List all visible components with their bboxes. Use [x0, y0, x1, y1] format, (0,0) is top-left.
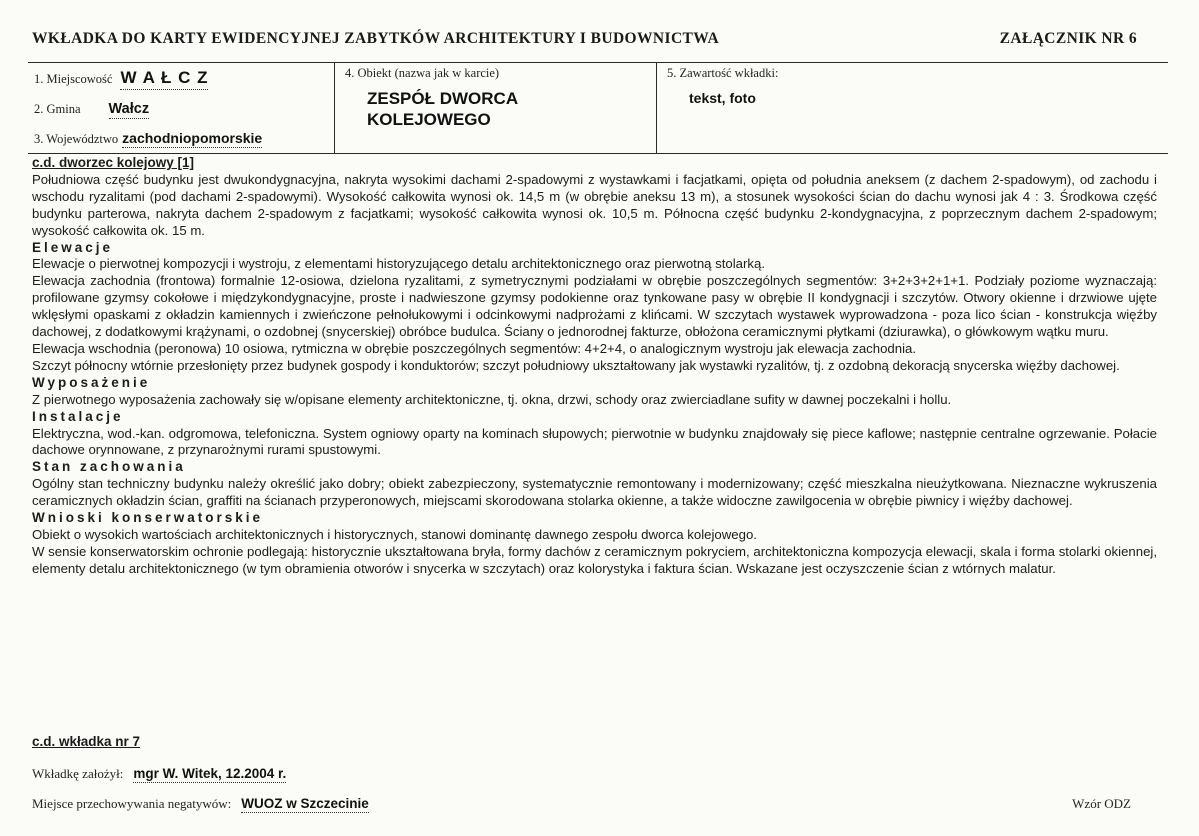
elevations-paragraph-3: Elewacja wschodnia (peronowa) 10 osiowa, rytmiczna w obrębie poszczególnych segmentów: 4+2+4, o analogicznym wystroju jak elewacja zachodnia.: [32, 340, 917, 356]
section-heading-conclusions: Wnioski konserwatorskie: [32, 510, 264, 526]
voivodeship-label: 3. Województwo: [34, 132, 119, 146]
prepared-by-row: [32, 766, 286, 783]
description-body: [32, 155, 1157, 578]
object-name-line-1: ZESPÓŁ DWORCA: [367, 89, 519, 108]
locality-field: [34, 68, 208, 90]
content-cell: [657, 63, 1168, 153]
locality-value: W A Ł C Z: [120, 68, 208, 90]
commune-field: [34, 101, 149, 119]
content-value: tekst, foto: [689, 90, 756, 106]
elevations-paragraph-2: Elewacja zachodnia (frontowa) formalnie 12-osiowa, dzielona ryzalitami, z symetrycznymi podziałami w obrębie poszczególnych segmentów: 3+2+3+2+1+1. Podziały poziome wyznaczają: profilowane gzymsy cokołowe i międzykondygnacyjne, proste i nadwieszone gzymsy podokienne oraz tynkowane pasy w obrębie II kondygnacji i szczytów. Otwory okienne i drzwiowe ujęte wklęsłymi opaskami z okładzin kamiennych i zwieńczone pełnołukowymi i odcinkowymi nadprożami z klińcami. W szczytach wystawek wyprowadzona - poza lico ścian - konstrukcja więźby dachowej, z dodatkowymi krążynami, o ozdobnej (snycerskiej) obróbce budulca. Ściany o jednorodnej fakturze, obłożona ceramicznymi płytkami (dziurawka), o główkowym wątku muru.: [32, 273, 1157, 340]
section-heading-condition: Stan zachowania: [32, 459, 186, 475]
commune-label: 2. Gmina: [34, 102, 81, 116]
location-cell: [28, 63, 335, 153]
annex-number: ZAŁĄCZNIK NR 6: [999, 30, 1137, 47]
identification-table: [28, 62, 1168, 154]
voivodeship-field: [34, 130, 262, 148]
equipment-paragraph: Z pierwotnego wyposażenia zachowały się w/opisane elementy architektoniczne, tj. okna, drzwi, schody oraz zwierciadlane sufity w dawnej poczekalni i hollu.: [32, 391, 952, 407]
section-heading-installations: Instalacje: [32, 408, 124, 424]
voivodeship-value: zachodniopomorskie: [122, 130, 263, 146]
prepared-by-label: Wkładkę założył:: [32, 766, 124, 781]
object-cell: [335, 63, 657, 153]
form-code: Wzór ODZ: [1072, 796, 1131, 811]
condition-paragraph: Ogólny stan techniczny budynku należy określić jako dobry; obiekt zabezpieczony, systematycznie remontowany i modernizowany; część mieszkalna nieużytkowana. Nieznaczne wykruszenia ceramicznych okładzin ścian, graffiti na ścianach przyperonowych, miejscami skorodowana stolarka okienne, a także widoczne zawilgocenia w obrębie piwnicy i więźby dachowej.: [32, 476, 1157, 509]
negatives-label: Miejsce przechowywania negatywów:: [32, 796, 232, 811]
negatives-row: [32, 796, 369, 813]
continued-from-heading: c.d. dworzec kolejowy [1]: [32, 155, 195, 170]
section-heading-equipment: Wyposażenie: [32, 374, 151, 390]
commune-value: Wałcz: [108, 101, 150, 117]
continued-next-note: c.d. wkładka nr 7: [32, 734, 141, 749]
prepared-by-value: mgr W. Witek, 12.2004 r.: [133, 766, 287, 781]
installations-paragraph: Elektryczna, wod.-kan. odgromowa, telefoniczna. System ogniowy oparty na kominach słupowych; pierwotnie w budynku znajdowały się piece kaflowe; następnie centralne ogrzewanie. Połacie dachowe orynnowane, z przynarożnymi rurami spustowymi.: [32, 425, 1157, 458]
conclusions-paragraph-1: Obiekt o wysokich wartościach architektonicznych i historycznych, stanowi dominantę dawnego zespołu dworca kolejowego.: [32, 526, 757, 542]
intro-paragraph: Południowa część budynku jest dwukondygnacyjna, nakryta wysokimi dachami 2-spadowymi z wystawkami i facjatkami, opięta od południa aneksem (z dachem 2-spadowym), od zachodu i wschodu ryzalitami (pod dachami 2-spadowymi). Wysokość całkowita wynosi ok. 14,5 m (w obrębie aneksu 13 m), a stosunek wysokości ścian do dachu wynosi jak 4 : 3. Środkowa część budynku parterowa, nakryta dachem 2-spadowym z facjatkami; wysokość całkowita wynosi ok. 10,5 m. Północna część budynku 2-kondygnacyjna, z poprzecznym dachem 2-spadowym; wysokość całkowita ok. 15 m.: [32, 171, 1157, 238]
object-name-line-2: KOLEJOWEGO: [367, 110, 491, 129]
content-label: 5. Zawartość wkładki:: [667, 66, 779, 80]
object-name: [367, 88, 627, 130]
negatives-value: WUOZ w Szczecinie: [241, 796, 369, 811]
section-heading-elevations: Elewacje: [32, 239, 114, 255]
locality-label: 1. Miejscowość: [34, 72, 113, 86]
document-title: WKŁADKA DO KARTY EWIDENCYJNEJ ZABYTKÓW ARCHITEKTURY I BUDOWNICTWA: [32, 30, 720, 47]
elevations-paragraph-4: Szczyt północny wtórnie przesłonięty przez budynek gospody i konduktorów; szczyt południowy ukształtowany jak wystawki ryzalitów, tj. z ozdobną dekoracją snycerska więźby dachowej.: [32, 357, 1120, 373]
conclusions-paragraph-2: W sensie konserwatorskim ochronie podlegają: historycznie ukształtowana bryła, formy dachów z ceramicznym pokryciem, architektoniczna kompozycja elewacji, skala i forma stolarki okiennej, elementy detalu architektonicznego (w tym obramienia otworów i snycerka w szczytach) oraz kolorystyka i faktura ścian. Wskazane jest oczyszczenie ścian z wtórnych malatur.: [32, 543, 1157, 576]
elevations-paragraph-1: Elewacje o pierwotnej kompozycji i wystroju, z elementami historyzującego detalu architektonicznego oraz pierwotną stolarką.: [32, 256, 765, 272]
object-label: 4. Obiekt (nazwa jak w karcie): [345, 66, 500, 80]
